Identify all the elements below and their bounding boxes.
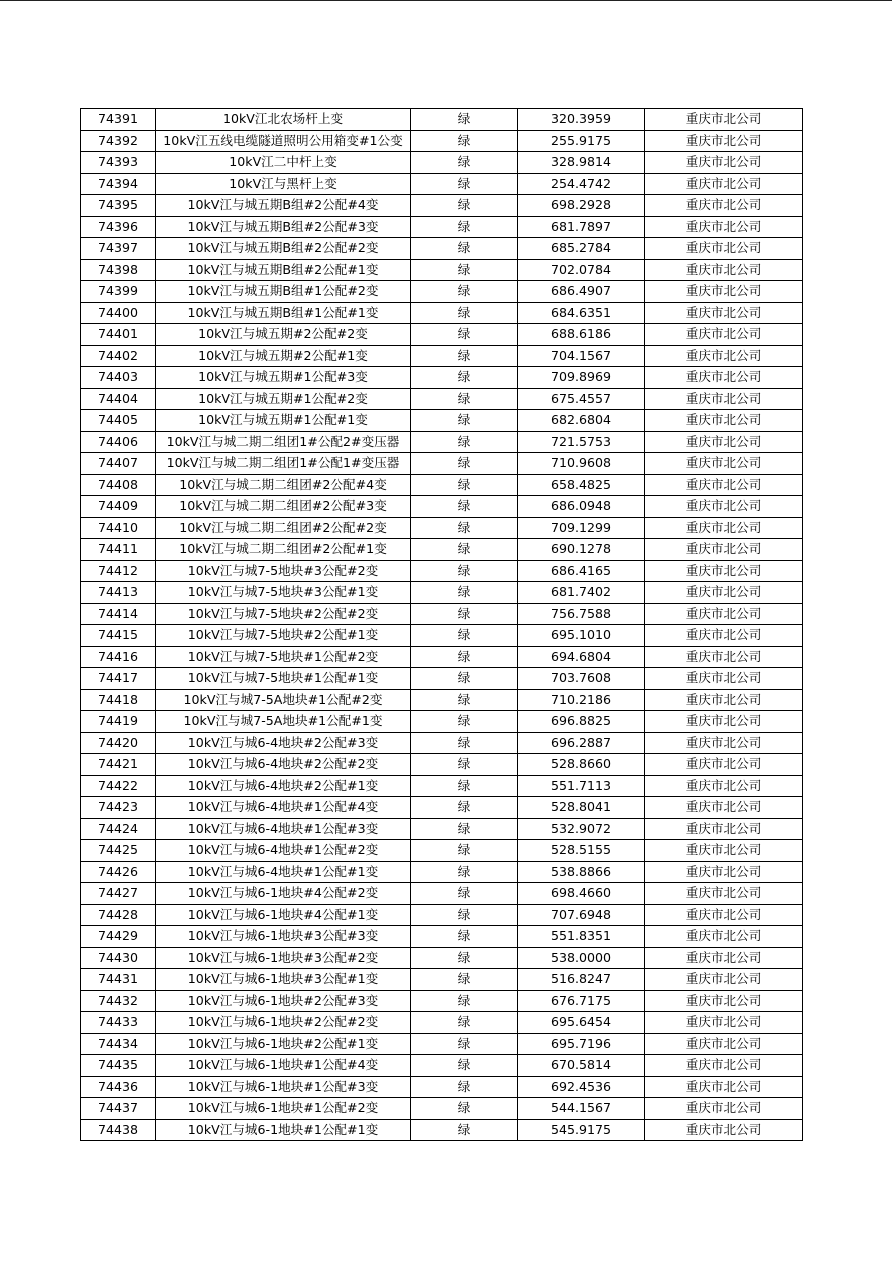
table-row (81, 775, 803, 797)
table-row (81, 668, 803, 690)
company-cell: 重庆市北公司 (645, 668, 803, 690)
table-row (81, 474, 803, 496)
name-cell: 10kV江五线电缆隧道照明公用箱变#1公变 (156, 130, 411, 152)
status-cell: 绿 (411, 453, 518, 475)
name-cell: 10kV江与城7-5A地块#1公配#1变 (156, 711, 411, 733)
name-cell: 10kV江与城6-4地块#2公配#1变 (156, 775, 411, 797)
value-cell: 696.2887 (518, 732, 645, 754)
id-cell: 74395 (81, 195, 156, 217)
table-row (81, 152, 803, 174)
company-cell: 重庆市北公司 (645, 646, 803, 668)
company-cell: 重庆市北公司 (645, 625, 803, 647)
status-cell: 绿 (411, 173, 518, 195)
id-cell: 74416 (81, 646, 156, 668)
name-cell: 10kV江与城五期B组#1公配#2变 (156, 281, 411, 303)
status-cell: 绿 (411, 431, 518, 453)
value-cell: 686.4165 (518, 560, 645, 582)
id-cell: 74414 (81, 603, 156, 625)
company-cell: 重庆市北公司 (645, 302, 803, 324)
id-cell: 74410 (81, 517, 156, 539)
id-cell: 74420 (81, 732, 156, 754)
company-cell: 重庆市北公司 (645, 603, 803, 625)
status-cell: 绿 (411, 1012, 518, 1034)
id-cell: 74423 (81, 797, 156, 819)
status-cell: 绿 (411, 754, 518, 776)
status-cell: 绿 (411, 302, 518, 324)
value-cell: 544.1567 (518, 1098, 645, 1120)
id-cell: 74438 (81, 1119, 156, 1141)
id-cell: 74396 (81, 216, 156, 238)
value-cell: 695.6454 (518, 1012, 645, 1034)
name-cell: 10kV江与城7-5地块#3公配#1变 (156, 582, 411, 604)
table-row (81, 539, 803, 561)
id-cell: 74402 (81, 345, 156, 367)
name-cell: 10kV江二中杆上变 (156, 152, 411, 174)
company-cell: 重庆市北公司 (645, 947, 803, 969)
value-cell: 320.3959 (518, 109, 645, 131)
table-row (81, 625, 803, 647)
status-cell: 绿 (411, 195, 518, 217)
status-cell: 绿 (411, 582, 518, 604)
name-cell: 10kV江与城6-1地块#1公配#3变 (156, 1076, 411, 1098)
name-cell: 10kV江与城五期B组#2公配#1变 (156, 259, 411, 281)
status-cell: 绿 (411, 926, 518, 948)
id-cell: 74432 (81, 990, 156, 1012)
table-row (81, 388, 803, 410)
id-cell: 74412 (81, 560, 156, 582)
name-cell: 10kV江与城二期二组团#2公配#4变 (156, 474, 411, 496)
name-cell: 10kV江与城6-1地块#1公配#1变 (156, 1119, 411, 1141)
value-cell: 254.4742 (518, 173, 645, 195)
top-border-line (0, 0, 892, 1)
id-cell: 74421 (81, 754, 156, 776)
table-row (81, 216, 803, 238)
company-cell: 重庆市北公司 (645, 1098, 803, 1120)
table-row (81, 861, 803, 883)
value-cell: 756.7588 (518, 603, 645, 625)
company-cell: 重庆市北公司 (645, 969, 803, 991)
company-cell: 重庆市北公司 (645, 195, 803, 217)
table-row (81, 560, 803, 582)
name-cell: 10kV江与城6-1地块#3公配#2变 (156, 947, 411, 969)
name-cell: 10kV江与城6-1地块#1公配#2变 (156, 1098, 411, 1120)
table-row (81, 1033, 803, 1055)
value-cell: 690.1278 (518, 539, 645, 561)
company-cell: 重庆市北公司 (645, 238, 803, 260)
status-cell: 绿 (411, 646, 518, 668)
company-cell: 重庆市北公司 (645, 259, 803, 281)
company-cell: 重庆市北公司 (645, 883, 803, 905)
value-cell: 528.8660 (518, 754, 645, 776)
company-cell: 重庆市北公司 (645, 775, 803, 797)
status-cell: 绿 (411, 1098, 518, 1120)
company-cell: 重庆市北公司 (645, 1012, 803, 1034)
document-sheet (80, 108, 801, 1141)
table-row (81, 1012, 803, 1034)
company-cell: 重庆市北公司 (645, 926, 803, 948)
value-cell: 528.5155 (518, 840, 645, 862)
value-cell: 692.4536 (518, 1076, 645, 1098)
company-cell: 重庆市北公司 (645, 216, 803, 238)
table-row (81, 754, 803, 776)
company-cell: 重庆市北公司 (645, 539, 803, 561)
id-cell: 74403 (81, 367, 156, 389)
table-row (81, 883, 803, 905)
id-cell: 74429 (81, 926, 156, 948)
name-cell: 10kV江与城二期二组团#2公配#3变 (156, 496, 411, 518)
status-cell: 绿 (411, 216, 518, 238)
table-row (81, 302, 803, 324)
status-cell: 绿 (411, 883, 518, 905)
value-cell: 551.8351 (518, 926, 645, 948)
table-row (81, 582, 803, 604)
name-cell: 10kV江与城7-5地块#2公配#2变 (156, 603, 411, 625)
value-cell: 684.6351 (518, 302, 645, 324)
value-cell: 696.8825 (518, 711, 645, 733)
company-cell: 重庆市北公司 (645, 689, 803, 711)
id-cell: 74400 (81, 302, 156, 324)
name-cell: 10kV江与城6-4地块#1公配#3变 (156, 818, 411, 840)
name-cell: 10kV江与城6-1地块#2公配#3变 (156, 990, 411, 1012)
name-cell: 10kV江与城五期#1公配#1变 (156, 410, 411, 432)
id-cell: 74435 (81, 1055, 156, 1077)
status-cell: 绿 (411, 539, 518, 561)
table-row (81, 818, 803, 840)
company-cell: 重庆市北公司 (645, 711, 803, 733)
value-cell: 710.9608 (518, 453, 645, 475)
status-cell: 绿 (411, 517, 518, 539)
table-row (81, 603, 803, 625)
value-cell: 538.8866 (518, 861, 645, 883)
table-row (81, 1098, 803, 1120)
name-cell: 10kV江与黑杆上变 (156, 173, 411, 195)
table-row (81, 109, 803, 131)
company-cell: 重庆市北公司 (645, 840, 803, 862)
status-cell: 绿 (411, 668, 518, 690)
id-cell: 74418 (81, 689, 156, 711)
id-cell: 74394 (81, 173, 156, 195)
status-cell: 绿 (411, 904, 518, 926)
status-cell: 绿 (411, 861, 518, 883)
value-cell: 255.9175 (518, 130, 645, 152)
table-row (81, 259, 803, 281)
id-cell: 74422 (81, 775, 156, 797)
table-row (81, 517, 803, 539)
name-cell: 10kV江与城7-5地块#2公配#1变 (156, 625, 411, 647)
name-cell: 10kV江与城二期二组团#2公配#1变 (156, 539, 411, 561)
company-cell: 重庆市北公司 (645, 410, 803, 432)
name-cell: 10kV江与城7-5地块#1公配#1变 (156, 668, 411, 690)
company-cell: 重庆市北公司 (645, 517, 803, 539)
status-cell: 绿 (411, 496, 518, 518)
id-cell: 74431 (81, 969, 156, 991)
name-cell: 10kV江与城7-5地块#1公配#2变 (156, 646, 411, 668)
value-cell: 709.8969 (518, 367, 645, 389)
name-cell: 10kV江与城6-4地块#1公配#2变 (156, 840, 411, 862)
value-cell: 694.6804 (518, 646, 645, 668)
name-cell: 10kV江与城6-1地块#2公配#2变 (156, 1012, 411, 1034)
value-cell: 676.7175 (518, 990, 645, 1012)
name-cell: 10kV江与城6-1地块#2公配#1变 (156, 1033, 411, 1055)
table-row (81, 926, 803, 948)
value-cell: 686.0948 (518, 496, 645, 518)
id-cell: 74428 (81, 904, 156, 926)
table-row (81, 1076, 803, 1098)
name-cell: 10kV江与城6-4地块#1公配#4变 (156, 797, 411, 819)
value-cell: 686.4907 (518, 281, 645, 303)
value-cell: 695.7196 (518, 1033, 645, 1055)
id-cell: 74419 (81, 711, 156, 733)
company-cell: 重庆市北公司 (645, 582, 803, 604)
status-cell: 绿 (411, 345, 518, 367)
table-row (81, 646, 803, 668)
table-row (81, 496, 803, 518)
name-cell: 10kV江与城五期#2公配#2变 (156, 324, 411, 346)
status-cell: 绿 (411, 1033, 518, 1055)
company-cell: 重庆市北公司 (645, 324, 803, 346)
id-cell: 74391 (81, 109, 156, 131)
id-cell: 74415 (81, 625, 156, 647)
name-cell: 10kV江与城五期#2公配#1变 (156, 345, 411, 367)
id-cell: 74406 (81, 431, 156, 453)
name-cell: 10kV江与城6-4地块#1公配#1变 (156, 861, 411, 883)
value-cell: 681.7897 (518, 216, 645, 238)
table-row (81, 1119, 803, 1141)
status-cell: 绿 (411, 969, 518, 991)
value-cell: 703.7608 (518, 668, 645, 690)
name-cell: 10kV江与城6-1地块#4公配#1变 (156, 904, 411, 926)
id-cell: 74401 (81, 324, 156, 346)
table-row (81, 345, 803, 367)
id-cell: 74408 (81, 474, 156, 496)
company-cell: 重庆市北公司 (645, 367, 803, 389)
table-row (81, 689, 803, 711)
name-cell: 10kV江与城五期B组#1公配#1变 (156, 302, 411, 324)
id-cell: 74405 (81, 410, 156, 432)
id-cell: 74436 (81, 1076, 156, 1098)
status-cell: 绿 (411, 130, 518, 152)
id-cell: 74411 (81, 539, 156, 561)
status-cell: 绿 (411, 732, 518, 754)
company-cell: 重庆市北公司 (645, 109, 803, 131)
company-cell: 重庆市北公司 (645, 345, 803, 367)
company-cell: 重庆市北公司 (645, 496, 803, 518)
id-cell: 74393 (81, 152, 156, 174)
table-row (81, 904, 803, 926)
status-cell: 绿 (411, 410, 518, 432)
value-cell: 685.2784 (518, 238, 645, 260)
company-cell: 重庆市北公司 (645, 1055, 803, 1077)
id-cell: 74430 (81, 947, 156, 969)
table-row (81, 797, 803, 819)
name-cell: 10kV江与城二期二组团1#公配2#变压器 (156, 431, 411, 453)
table-row (81, 324, 803, 346)
id-cell: 74398 (81, 259, 156, 281)
name-cell: 10kV江与城6-1地块#1公配#4变 (156, 1055, 411, 1077)
id-cell: 74392 (81, 130, 156, 152)
value-cell: 328.9814 (518, 152, 645, 174)
status-cell: 绿 (411, 152, 518, 174)
value-cell: 704.1567 (518, 345, 645, 367)
value-cell: 682.6804 (518, 410, 645, 432)
company-cell: 重庆市北公司 (645, 990, 803, 1012)
status-cell: 绿 (411, 625, 518, 647)
status-cell: 绿 (411, 388, 518, 410)
value-cell: 538.0000 (518, 947, 645, 969)
company-cell: 重庆市北公司 (645, 388, 803, 410)
name-cell: 10kV江与城7-5地块#3公配#2变 (156, 560, 411, 582)
company-cell: 重庆市北公司 (645, 754, 803, 776)
status-cell: 绿 (411, 281, 518, 303)
table-row (81, 195, 803, 217)
table-row (81, 732, 803, 754)
table-row (81, 130, 803, 152)
company-cell: 重庆市北公司 (645, 431, 803, 453)
id-cell: 74433 (81, 1012, 156, 1034)
status-cell: 绿 (411, 797, 518, 819)
value-cell: 707.6948 (518, 904, 645, 926)
name-cell: 10kV江与城6-4地块#2公配#3变 (156, 732, 411, 754)
table-row (81, 410, 803, 432)
company-cell: 重庆市北公司 (645, 281, 803, 303)
value-cell: 516.8247 (518, 969, 645, 991)
status-cell: 绿 (411, 109, 518, 131)
company-cell: 重庆市北公司 (645, 130, 803, 152)
transformer-table (80, 108, 803, 1141)
table-row (81, 990, 803, 1012)
id-cell: 74413 (81, 582, 156, 604)
company-cell: 重庆市北公司 (645, 560, 803, 582)
value-cell: 698.2928 (518, 195, 645, 217)
value-cell: 709.1299 (518, 517, 645, 539)
table-row (81, 711, 803, 733)
name-cell: 10kV江与城6-4地块#2公配#2变 (156, 754, 411, 776)
id-cell: 74427 (81, 883, 156, 905)
status-cell: 绿 (411, 990, 518, 1012)
value-cell: 698.4660 (518, 883, 645, 905)
status-cell: 绿 (411, 474, 518, 496)
id-cell: 74417 (81, 668, 156, 690)
status-cell: 绿 (411, 689, 518, 711)
company-cell: 重庆市北公司 (645, 474, 803, 496)
company-cell: 重庆市北公司 (645, 152, 803, 174)
table-row (81, 173, 803, 195)
value-cell: 658.4825 (518, 474, 645, 496)
id-cell: 74437 (81, 1098, 156, 1120)
company-cell: 重庆市北公司 (645, 861, 803, 883)
company-cell: 重庆市北公司 (645, 173, 803, 195)
status-cell: 绿 (411, 711, 518, 733)
name-cell: 10kV江与城二期二组团1#公配1#变压器 (156, 453, 411, 475)
table-row (81, 947, 803, 969)
status-cell: 绿 (411, 603, 518, 625)
table-row (81, 1055, 803, 1077)
value-cell: 545.9175 (518, 1119, 645, 1141)
value-cell: 551.7113 (518, 775, 645, 797)
status-cell: 绿 (411, 775, 518, 797)
id-cell: 74399 (81, 281, 156, 303)
status-cell: 绿 (411, 560, 518, 582)
status-cell: 绿 (411, 947, 518, 969)
status-cell: 绿 (411, 259, 518, 281)
id-cell: 74397 (81, 238, 156, 260)
table-row (81, 453, 803, 475)
name-cell: 10kV江与城6-1地块#3公配#3变 (156, 926, 411, 948)
id-cell: 74424 (81, 818, 156, 840)
name-cell: 10kV江与城五期B组#2公配#2变 (156, 238, 411, 260)
company-cell: 重庆市北公司 (645, 1076, 803, 1098)
value-cell: 695.1010 (518, 625, 645, 647)
table-row (81, 840, 803, 862)
company-cell: 重庆市北公司 (645, 1033, 803, 1055)
value-cell: 688.6186 (518, 324, 645, 346)
name-cell: 10kV江与城6-1地块#4公配#2变 (156, 883, 411, 905)
table-row (81, 431, 803, 453)
value-cell: 675.4557 (518, 388, 645, 410)
name-cell: 10kV江与城7-5A地块#1公配#2变 (156, 689, 411, 711)
table-body (81, 109, 803, 1141)
status-cell: 绿 (411, 1119, 518, 1141)
value-cell: 721.5753 (518, 431, 645, 453)
name-cell: 10kV江与城6-1地块#3公配#1变 (156, 969, 411, 991)
name-cell: 10kV江与城五期B组#2公配#4变 (156, 195, 411, 217)
value-cell: 710.2186 (518, 689, 645, 711)
id-cell: 74425 (81, 840, 156, 862)
status-cell: 绿 (411, 1055, 518, 1077)
value-cell: 532.9072 (518, 818, 645, 840)
company-cell: 重庆市北公司 (645, 1119, 803, 1141)
value-cell: 681.7402 (518, 582, 645, 604)
id-cell: 74409 (81, 496, 156, 518)
table-row (81, 367, 803, 389)
company-cell: 重庆市北公司 (645, 797, 803, 819)
value-cell: 702.0784 (518, 259, 645, 281)
name-cell: 10kV江与城二期二组团#2公配#2变 (156, 517, 411, 539)
status-cell: 绿 (411, 840, 518, 862)
name-cell: 10kV江北农场杆上变 (156, 109, 411, 131)
id-cell: 74426 (81, 861, 156, 883)
status-cell: 绿 (411, 1076, 518, 1098)
company-cell: 重庆市北公司 (645, 732, 803, 754)
name-cell: 10kV江与城五期#1公配#3变 (156, 367, 411, 389)
status-cell: 绿 (411, 324, 518, 346)
name-cell: 10kV江与城五期B组#2公配#3变 (156, 216, 411, 238)
company-cell: 重庆市北公司 (645, 453, 803, 475)
status-cell: 绿 (411, 238, 518, 260)
id-cell: 74407 (81, 453, 156, 475)
status-cell: 绿 (411, 367, 518, 389)
company-cell: 重庆市北公司 (645, 818, 803, 840)
status-cell: 绿 (411, 818, 518, 840)
company-cell: 重庆市北公司 (645, 904, 803, 926)
table-row (81, 238, 803, 260)
table-row (81, 281, 803, 303)
id-cell: 74404 (81, 388, 156, 410)
table-row (81, 969, 803, 991)
value-cell: 670.5814 (518, 1055, 645, 1077)
name-cell: 10kV江与城五期#1公配#2变 (156, 388, 411, 410)
value-cell: 528.8041 (518, 797, 645, 819)
id-cell: 74434 (81, 1033, 156, 1055)
